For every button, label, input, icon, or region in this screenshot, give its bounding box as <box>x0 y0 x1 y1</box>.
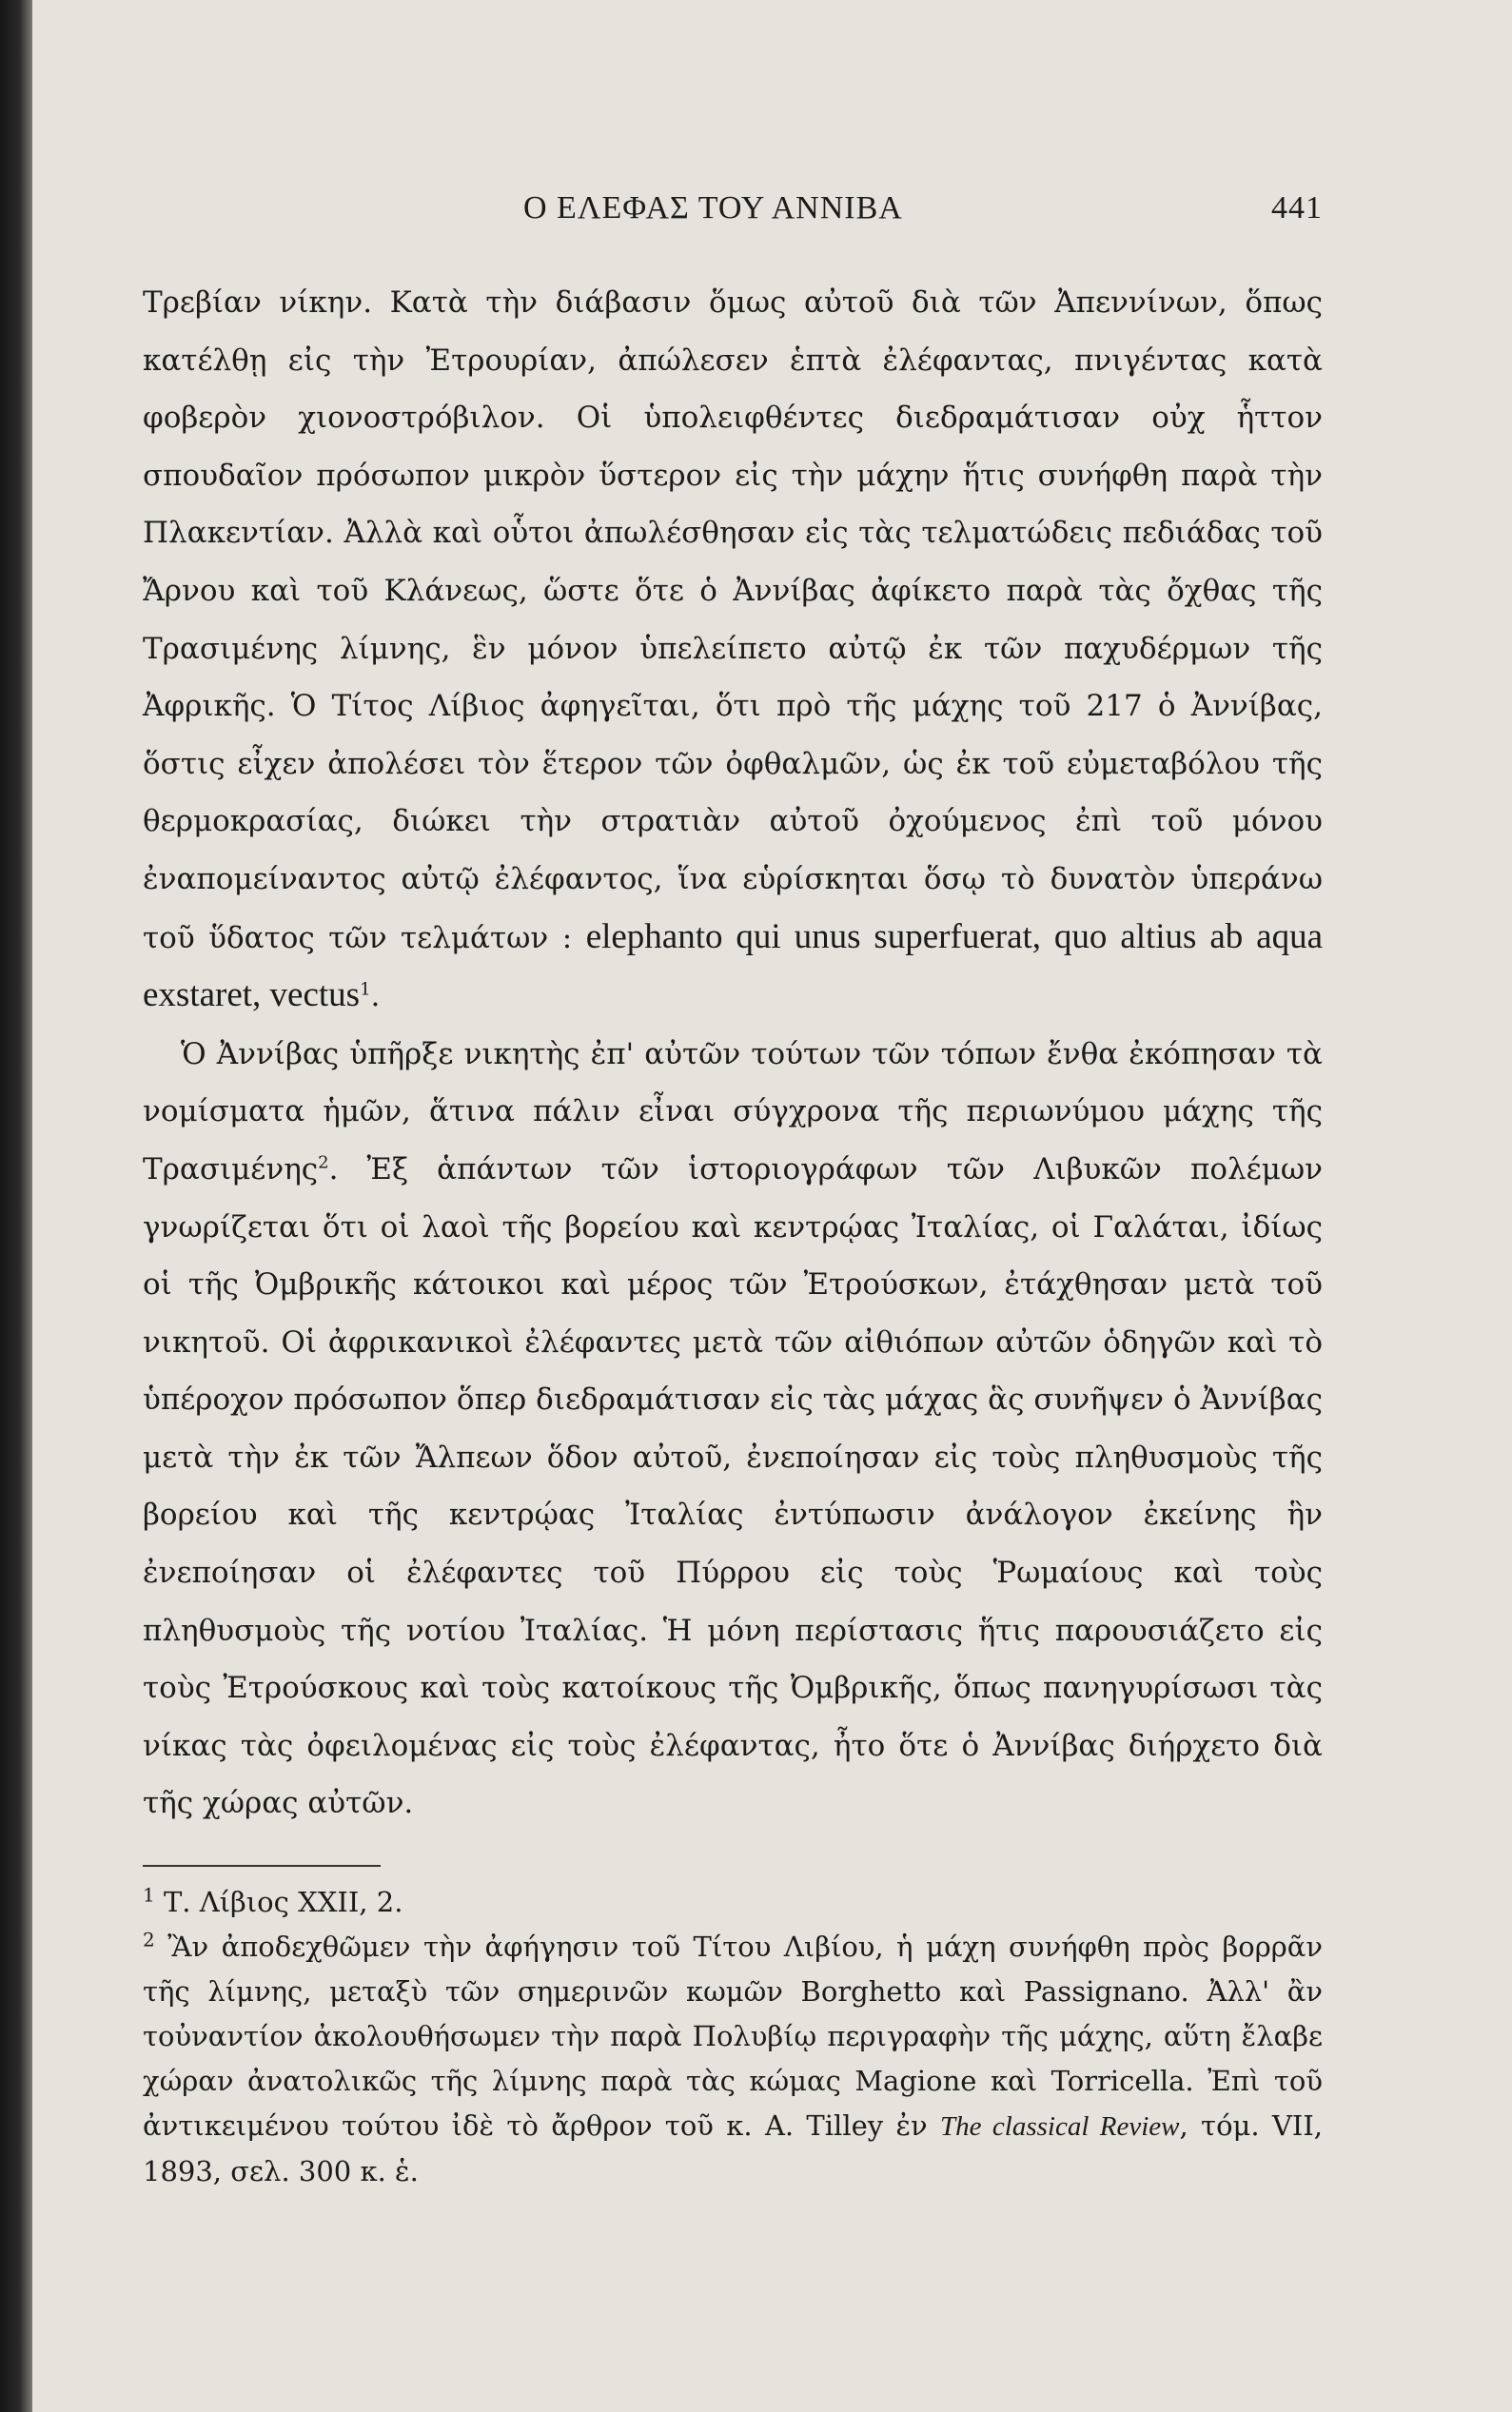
footnote-divider <box>143 1865 381 1867</box>
paragraph-1-greek: Τρεβίαν νίκην. Κατὰ τὴν διάβασιν ὅμως αὐτοῦ διὰ τῶν Ἀπεννίνων, ὅπως κατέλθῃ εἰς τὴν Ἐτρουρίαν, ἀπώλεσεν ἑπτὰ ἐλέφαντας, πνιγέντας κατὰ φοβερὸν χιονοστρόβιλον. Οἱ ὑπολειφθέντες διεδραμάτισαν οὐχ ἧττον σπουδαῖον πρόσωπον μικρὸν ὕστερον εἰς τὴν μάχην ἥτις συνήφθη παρὰ τὴν Πλακεντίαν. Ἀλλὰ καὶ οὗτοι ἀπωλέσθησαν εἰς τὰς τελματώδεις πεδιάδας τοῦ Ἄρνου καὶ τοῦ Κλάνεως, ὥστε ὅτε ὁ Ἀννίβας ἀφίκετο παρὰ τὰς ὄχθας τῆς Τρασιμένης λίμνης, ἓν μόνον ὑπελείπετο αὐτῷ ἐκ τῶν παχυδέρμων τῆς Ἀφρικῆς. Ὁ Τίτος Λίβιος ἀφηγεῖται, ὅτι πρὸ τῆς μάχης τοῦ 217 ὁ Ἀννίβας, ὅστις εἶχεν ἀπολέσει τὸν ἕτερον τῶν ὀφθαλμῶν, ὡς ἐκ τοῦ εὐμεταβόλου τῆς θερμοκρασίας, διώκει τὴν στρατιὰν αὐτοῦ ὀχούμενος ἐπὶ τοῦ μόνου ἐναπομείναντος αὐτῷ ἐλέφαντος, ἵνα εὑρίσκηται ὅσῳ τὸ δυνατὸν ὑπεράνω τοῦ ὕδατος τῶν τελμάτων : <box>143 285 1323 955</box>
paragraph-2-part-b: . Ἐξ ἁπάντων τῶν ἱστοριογράφων τῶν Λιβυκῶν πολέμων γνωρίζεται ὅτι οἱ λαοὶ τῆς βορείου καὶ κεντρῴας Ἰταλίας, οἱ Γαλάται, ἰδίως οἱ τῆς Ὀμβρικῆς κάτοικοι καὶ μέρος τῶν Ἐτρούσκων, ἐτάχθησαν μετὰ τοῦ νικητοῦ. Οἱ ἀφρικανικοὶ ἐλέφαντες μετὰ τῶν αἰθιόπων αὐτῶν ὁδηγῶν καὶ τὸ ὑπέροχον πρόσωπον ὅπερ διεδραμάτισαν εἰς τὰς μάχας ἃς συνῆψεν ὁ Ἀννίβας μετὰ τὴν ἐκ τῶν Ἄλπεων ὅδον αὐτοῦ, ἐνεποίησαν εἰς τοὺς πληθυσμοὺς τῆς βορείου καὶ τῆς κεντρῴας Ἰταλίας ἐντύπωσιν ἀνάλογον ἐκείνης ἣν ἐνεποίησαν οἱ ἐλέφαντες τοῦ Πύρρου εἰς τοὺς Ῥωμαίους καὶ τοὺς πληθυσμοὺς τῆς νοτίου Ἰταλίας. Ἡ μόνη περίστασις ἥτις παρουσιάζετο εἰς τοὺς Ἐτρούσκους καὶ τοὺς κατοίκους τῆς Ὀμβρικῆς, ὅπως πανηγυρίσωσι τὰς νίκας τὰς ὀφειλομένας εἰς τοὺς ἐλέφαντας, ἦτο ὅτε ὁ Ἀννίβας διήρχετο διὰ τῆς χώρας αὐτῶν. <box>143 1151 1323 1821</box>
running-title: Ο ΕΛΕΦΑΣ ΤΟΥ ΑΝΝΙΒΑ <box>523 190 903 226</box>
paragraph-2 <box>143 1026 1323 1833</box>
body-text <box>143 274 1323 1833</box>
footnote-2-citation: , τόμ. VII, 1893, σελ. 300 κ. ἑ. <box>143 2109 1324 2188</box>
page-number: 441 <box>1271 190 1323 226</box>
footnote-2 <box>143 1925 1323 2194</box>
footnote-1-mark: 1 <box>143 1883 155 1907</box>
book-page <box>143 190 1323 2194</box>
running-head <box>143 190 1323 247</box>
footnote-ref-2: 2 <box>318 1152 329 1173</box>
book-binding-edge <box>0 0 32 2412</box>
footnote-2-mark: 2 <box>143 1928 155 1951</box>
footnotes <box>143 1880 1323 2194</box>
journal-title: The classical Review <box>940 2111 1180 2143</box>
footnote-1-text: Τ. Λίβιος XXII, 2. <box>163 1886 403 1919</box>
paragraph-2-part-a: Ὁ Ἀννίβας ὑπῆρξε νικητὴς ἐπ' αὐτῶν τούτων τῶν τόπων ἔνθα ἐκόπησαν τὰ νομίσματα ἡμῶν, ἅτινα πάλιν εἶναι σύγχρονα τῆς περιωνύμου μάχης τῆς Τρασιμένης <box>143 1036 1323 1186</box>
paragraph-1-end: . <box>370 979 381 1014</box>
footnote-1 <box>143 1880 1323 1925</box>
latin-quotation: elephanto qui unus superfuerat, quo altius ab aqua exstaret, vectus <box>143 916 1324 1015</box>
footnote-2-text: Ἂν ἀποδεχθῶμεν τὴν ἀφήγησιν τοῦ Τίτου Λιβίου, ἡ μάχη συνήφθη πρὸς βορρᾶν τῆς λίμνης, μεταξὺ τῶν σημερινῶν κωμῶν Borghetto καὶ Passignano. Ἀλλ' ἂν τοὐναντίον ἀκολουθήσωμεν τὴν παρὰ Πολυβίῳ περιγραφὴν τῆς μάχης, αὕτη ἔλαβε χώραν ἀνατολικῶς τῆς λίμνης παρὰ τὰς κώμας Magione καὶ Torricella. Ἐπὶ τοῦ ἀντικειμένου τούτου ἰδὲ τὸ ἄρθρον τοῦ κ. A. Tilley ἐν <box>143 1931 1324 2143</box>
paragraph-1 <box>143 274 1323 1026</box>
footnote-ref-1: 1 <box>360 979 371 1000</box>
